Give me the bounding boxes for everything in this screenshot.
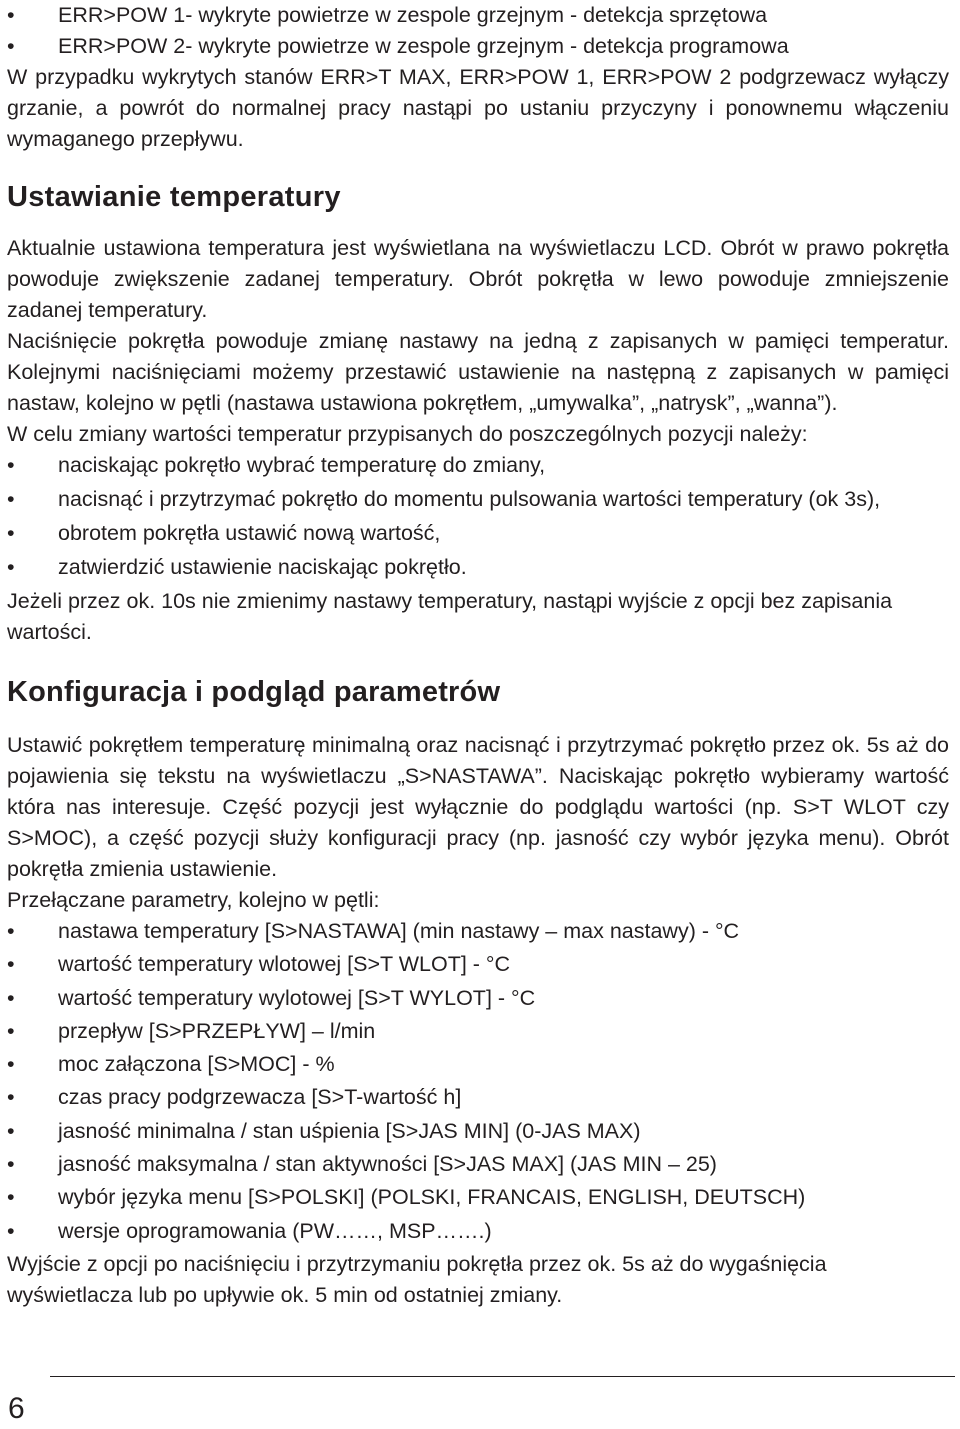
list-item-text: moc załączona [S>MOC] - % bbox=[58, 1052, 335, 1077]
list-item-text: wartość temperatury wylotowej [S>T WYLOT] - °C bbox=[58, 985, 536, 1010]
list-item bbox=[7, 916, 949, 947]
temperature-paragraph-4: Jeżeli przez ok. 10s nie zmienimy nastawy temperatury, nastąpi wyjście z opcji bez zapisania wartości. bbox=[7, 589, 893, 644]
list-item bbox=[7, 1016, 949, 1047]
bullet: • bbox=[7, 487, 15, 511]
list-item bbox=[7, 31, 949, 62]
bullet: • bbox=[7, 985, 15, 1010]
parameters-list bbox=[7, 916, 949, 1247]
list-item-text: wersje oprogramowania (PW……, MSP…….) bbox=[58, 1218, 492, 1243]
list-item-text: wybór języka menu [S>POLSKI] (POLSKI, FRANCAIS, ENGLISH, DEUTSCH) bbox=[58, 1185, 806, 1210]
bullet: • bbox=[7, 1218, 15, 1243]
list-item bbox=[7, 0, 949, 31]
error-list bbox=[7, 0, 949, 62]
list-item-text: zatwierdzić ustawienie naciskając pokrętło. bbox=[58, 555, 467, 579]
list-item bbox=[7, 1116, 949, 1147]
list-item-text: wartość temperatury wlotowej [S>T WLOT] - °C bbox=[58, 952, 511, 977]
temperature-paragraph-3: W celu zmiany wartości temperatur przypisanych do poszczególnych pozycji należy: bbox=[7, 422, 808, 446]
bullet: • bbox=[7, 453, 15, 477]
list-item bbox=[7, 949, 949, 980]
list-item bbox=[7, 484, 949, 515]
bullet: • bbox=[7, 1052, 15, 1077]
list-item bbox=[7, 450, 949, 481]
heading-temperature: Ustawianie temperatury bbox=[7, 181, 341, 213]
bullet: • bbox=[7, 919, 15, 943]
list-item-text: przepływ [S>PRZEPŁYW] – l/min bbox=[58, 1018, 376, 1043]
bullet: • bbox=[7, 1152, 15, 1177]
list-item bbox=[7, 1082, 949, 1113]
bullet: • bbox=[7, 1085, 15, 1110]
error-paragraph: W przypadku wykrytych stanów ERR>T MAX, ERR>POW 1, ERR>POW 2 podgrzewacz wyłączy grzanie, a powrót do normalnej pracy nastąpi po ustaniu przyczyny i ponownemu włączeniu wymaganego przepływu. bbox=[7, 65, 949, 151]
page-number: 6 bbox=[8, 1392, 25, 1425]
bullet: • bbox=[7, 1018, 15, 1043]
list-item bbox=[7, 983, 949, 1014]
list-item bbox=[7, 1049, 949, 1080]
bullet: • bbox=[7, 34, 15, 58]
list-item-text: ERR>POW 1- wykryte powietrze w zespole grzejnym - detekcja sprzętowa bbox=[58, 3, 768, 27]
section-temperature bbox=[7, 233, 949, 648]
list-item-text: obrotem pokrętła ustawić nową wartość, bbox=[58, 521, 441, 545]
configuration-paragraph-1: Ustawić pokrętłem temperaturę minimalną oraz nacisnąć i przytrzymać pokrętło przez ok. 5s aż do pojawienia się tekstu na wyświetlaczu „S>NASTAWA”. Naciskając pokrętło wybieramy wartość która nas interesuje. Część pozycji jest wyłącznie do podglądu wartości (np. S>T WLOT czy S>MOC), a część pozycji służy konfiguracji pracy (np. jasność czy wybór języka menu). Obrót pokrętła zmienia ustawienie. bbox=[7, 733, 949, 881]
bullet: • bbox=[7, 3, 15, 27]
list-item-text: naciskając pokrętło wybrać temperaturę do zmiany, bbox=[58, 453, 546, 477]
configuration-paragraph-2: Przełączane parametry, kolejno w pętli: bbox=[7, 888, 380, 912]
list-item bbox=[7, 1216, 949, 1247]
bullet: • bbox=[7, 555, 15, 579]
section-configuration bbox=[7, 730, 949, 1311]
footer-divider bbox=[50, 1376, 955, 1377]
list-item-text: jasność minimalna / stan uśpienia [S>JAS MIN] (0-JAS MAX) bbox=[58, 1118, 641, 1143]
list-item bbox=[7, 518, 949, 549]
list-item bbox=[7, 1182, 949, 1213]
bullet: • bbox=[7, 1185, 15, 1210]
bullet: • bbox=[7, 521, 15, 545]
temperature-paragraph-2: Naciśnięcie pokrętła powoduje zmianę nastawy na jedną z zapisanych w pamięci temperatur. Kolejnymi naciśnięciami możemy przestawić ustawienie na następną z zapisanych w pamięci nastaw, kolejno w pętli (nastawa ustawiona pokrętłem, „umywalka”, „natrysk”, „wanna”). bbox=[7, 329, 949, 415]
configuration-paragraph-3: Wyjście z opcji po naciśnięciu i przytrzymaniu pokrętła przez ok. 5s aż do wygaśnięcia wyświetlacza lub po upływie ok. 5 min od ostatniej zmiany. bbox=[7, 1251, 827, 1307]
list-item-text: nacisnąć i przytrzymać pokrętło do momentu pulsowania wartości temperatury (ok 3s), bbox=[58, 487, 881, 511]
list-item-text: ERR>POW 2- wykryte powietrze w zespole grzejnym - detekcja programowa bbox=[58, 34, 789, 58]
list-item bbox=[7, 1149, 949, 1180]
temperature-steps-list bbox=[7, 450, 949, 583]
list-item-text: nastawa temperatury [S>NASTAWA] (min nastawy – max nastawy) - °C bbox=[58, 919, 740, 943]
page-content bbox=[7, 0, 949, 1311]
list-item-text: czas pracy podgrzewacza [S>T-wartość h] bbox=[58, 1085, 462, 1110]
list-item bbox=[7, 552, 949, 583]
bullet: • bbox=[7, 1118, 15, 1143]
bullet: • bbox=[7, 952, 15, 977]
list-item-text: jasność maksymalna / stan aktywności [S>JAS MAX] (JAS MIN – 25) bbox=[58, 1152, 717, 1177]
heading-configuration: Konfiguracja i podgląd parametrów bbox=[7, 676, 501, 708]
temperature-paragraph-1: Aktualnie ustawiona temperatura jest wyświetlana na wyświetlaczu LCD. Obrót w prawo pokrętła powoduje zwiększenie zadanej temperatury. Obrót pokrętła w lewo powoduje zmniejszenie zadanej temperatury. bbox=[7, 236, 949, 322]
